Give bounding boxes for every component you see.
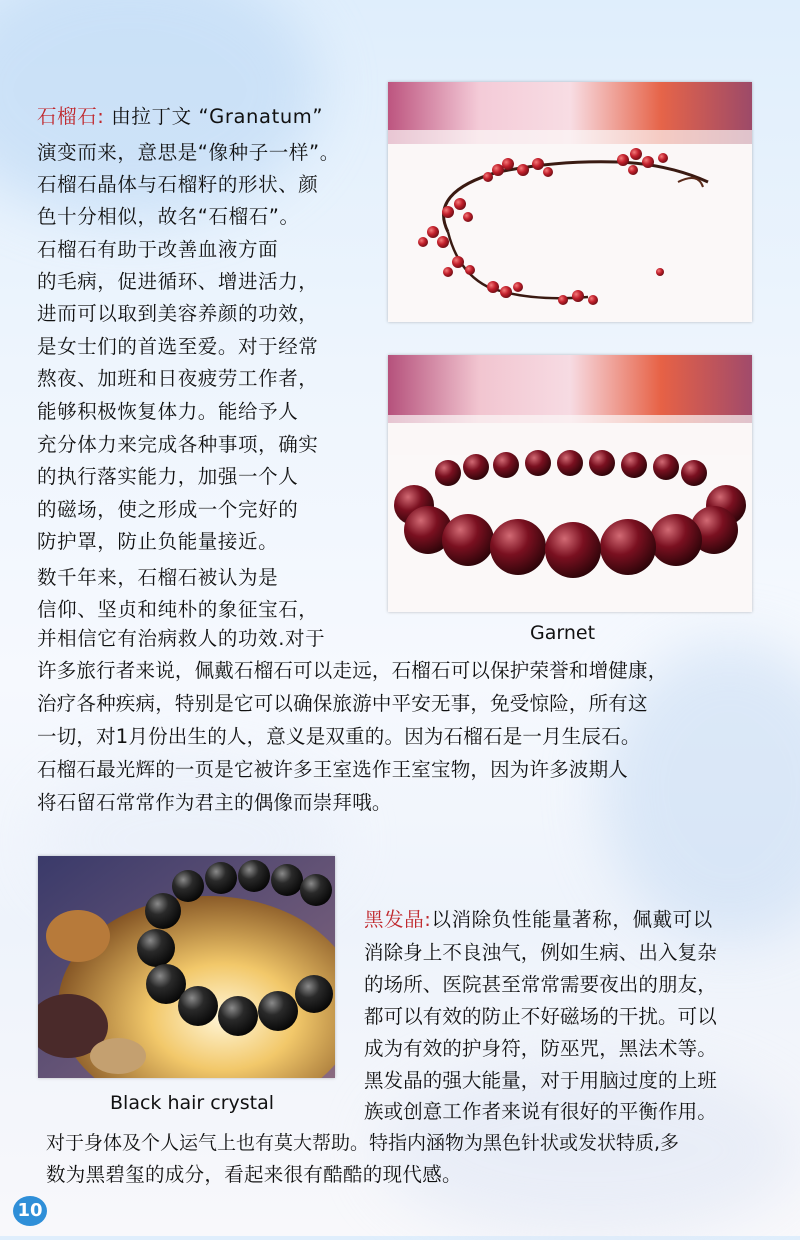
garnet-line: 并相信它有治病救人的功效.对于: [37, 627, 326, 650]
garnet-line: 石榴石最光辉的一页是它被许多王室选作王室宝物，因为许多波期人: [37, 758, 629, 781]
garnet-line: 石榴石晶体与石榴籽的形状、颜: [37, 173, 319, 196]
garnet-line: 数千年来，石榴石被认为是: [37, 566, 279, 589]
page-number-badge: 10: [13, 1196, 47, 1226]
garnet-line: 信仰、坚贞和纯朴的象征宝石，: [37, 598, 319, 621]
black-hair-crystal-line: 黑发晶的强大能量，对于用脑过度的上班: [364, 1069, 717, 1092]
garnet-branch-illustration: [388, 82, 752, 322]
garnet-line: 将石留石常常作为君主的偶像而崇拜哦。: [37, 791, 392, 814]
garnet-line: 治疗各种疾病，特别是它可以确保旅游中平安无事，免受惊险，所有这: [37, 692, 648, 715]
black-hair-crystal-line: 数为黑碧玺的成分，看起来很有酷酷的现代感。: [46, 1163, 462, 1186]
garnet-branch-photo: [388, 82, 752, 322]
garnet-line: 能够积极恢复体力。能给予人: [37, 400, 299, 423]
garnet-line: 的毛病，促进循环、增进活力，: [37, 270, 319, 293]
garnet-line: 充分体力来完成各种事项，确实: [37, 433, 319, 456]
black-hair-crystal-line: 消除身上不良浊气，例如生病、出入复杂: [364, 941, 717, 964]
garnet-line: 一切，对1月份出生的人，意义是双重的。因为石榴石是一月生辰石。: [37, 725, 641, 748]
garnet-caption: Garnet: [530, 622, 596, 644]
black-hair-crystal-line: 族或创意工作者来说有很好的平衡作用。: [364, 1100, 717, 1123]
garnet-line: 进而可以取到美容养颜的功效，: [37, 302, 319, 325]
black-hair-crystal-term: 黑发晶:: [364, 908, 432, 931]
garnet-bracelet-illustration: [388, 355, 752, 612]
black-hair-crystal-caption: Black hair crystal: [110, 1092, 275, 1114]
garnet-line: 是女士们的首选至爱。对于经常: [37, 335, 319, 358]
garnet-line: 熬夜、加班和日夜疲劳工作者，: [37, 367, 319, 390]
black-hair-crystal-line-1: 黑发晶:以消除负性能量著称，佩戴可以: [364, 908, 713, 931]
garnet-line: 的执行落实能力，加强一个人: [37, 465, 299, 488]
background-glow: [600, 640, 800, 940]
black-hair-crystal-line: 对于身体及个人运气上也有莫大帮助。特指内涵物为黑色针状或发状特质,多: [46, 1132, 680, 1154]
garnet-line: 许多旅行者来说，佩戴石榴石可以走远，石榴石可以保护荣誉和增健康，: [37, 659, 668, 682]
black-hair-crystal-line: 成为有效的护身符，防巫咒，黑法术等。: [364, 1037, 717, 1060]
garnet-line: 色十分相似，故名“石榴石”。: [37, 205, 300, 228]
garnet-bracelet-photo: [388, 355, 752, 612]
black-hair-crystal-photo: [38, 856, 335, 1078]
garnet-line: 石榴石有助于改善血液方面: [37, 238, 279, 261]
black-hair-crystal-line: 都可以有效的防止不好磁场的干扰。可以: [364, 1005, 717, 1028]
garnet-line: 的磁场，使之形成一个完好的: [37, 498, 299, 521]
black-hair-crystal-illustration: [38, 856, 335, 1078]
garnet-line: 防护罩，防止负能量接近。: [37, 530, 279, 553]
garnet-term: 石榴石:: [37, 105, 105, 128]
garnet-line-1: 石榴石: 由拉丁文 “Granatum”: [37, 105, 324, 128]
garnet-line: 演变而来，意思是“像种子一样”。: [37, 141, 340, 164]
black-hair-crystal-line: 的场所、医院甚至常常需要夜出的朋友，: [364, 973, 717, 996]
